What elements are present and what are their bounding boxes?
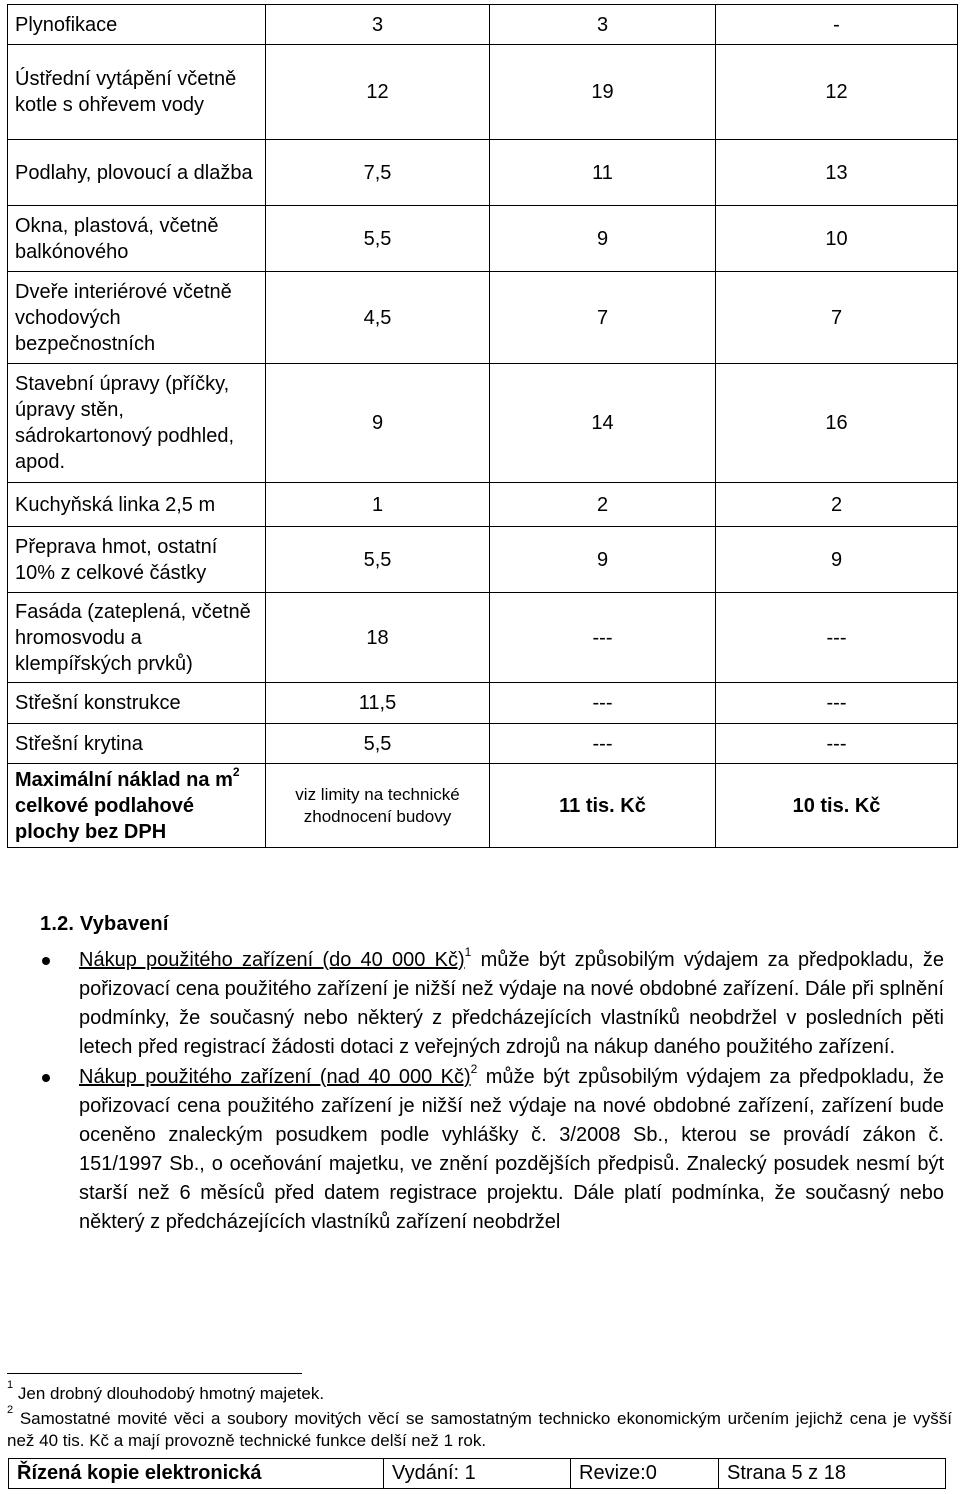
footer-issue: Vydání: 1: [384, 1459, 571, 1489]
cell-value: 11,5: [266, 683, 490, 724]
footer-row: [9, 1459, 946, 1489]
cell-value: ---: [716, 683, 958, 724]
cell-value: 4,5: [266, 272, 490, 364]
cell-value: 3: [266, 5, 490, 45]
table-row: [8, 724, 958, 764]
cell-value: ---: [490, 593, 716, 683]
cell-value: 9: [716, 527, 958, 593]
cell-value: 18: [266, 593, 490, 683]
footnote: [7, 1379, 325, 1405]
row-label: Plynofikace: [8, 5, 266, 45]
footnote-number: 1: [7, 1379, 14, 1392]
page-footer: [8, 1458, 946, 1489]
footer-revision: Revize:0: [571, 1459, 719, 1489]
footer-page-number: Strana 5 z 18: [719, 1459, 946, 1489]
total-label-sup: 2: [232, 764, 240, 779]
cell-value: 1: [266, 483, 490, 527]
row-label: Střešní konstrukce: [8, 683, 266, 724]
cell-value: 3: [490, 5, 716, 45]
cell-value: 12: [716, 45, 958, 140]
footnote-ref: 2: [470, 1062, 478, 1077]
cell-value: ---: [490, 683, 716, 724]
footnote: [7, 1404, 952, 1452]
table-row: [8, 593, 958, 683]
equipment-bullet-list: [0, 946, 960, 1237]
list-item-heading: Nákup použitého zařízení (do 40 000 Kč): [79, 949, 465, 971]
bullet-icon: [42, 957, 50, 965]
table-row: [8, 483, 958, 527]
total-value: 10 tis. Kč: [716, 764, 958, 848]
footnote-separator: [7, 1373, 302, 1374]
cell-value: 10: [716, 206, 958, 272]
row-label: Ústřední vytápění včetně kotle s ohřevem vody: [8, 45, 266, 140]
cell-value: 5,5: [266, 724, 490, 764]
cell-value: ---: [490, 724, 716, 764]
table-row: [8, 5, 958, 45]
total-label-part: Maximální náklad na m: [15, 768, 233, 791]
row-label: Okna, plastová, včetně balkónového: [8, 206, 266, 272]
footer-document-type: Řízená kopie elektronická: [9, 1459, 384, 1489]
total-value: 11 tis. Kč: [490, 764, 716, 848]
list-item: [79, 1063, 944, 1237]
table-row: [8, 364, 958, 483]
list-item-heading: Nákup použitého zařízení (nad 40 000 Kč): [79, 1066, 471, 1088]
cell-value: ---: [716, 593, 958, 683]
cell-value: 9: [490, 206, 716, 272]
section-heading: 1.2. Vybavení: [40, 913, 169, 935]
footnote-text: Samostatné movité věci a soubory movitých věcí se samostatným technicko ekonomickým určením jejichž cena je vyšší než 40 tis. Kč a mají provozně technické funkce delší než 1 rok.: [7, 1409, 952, 1450]
cell-value: 2: [716, 483, 958, 527]
table-row: [8, 206, 958, 272]
total-label: [8, 764, 266, 848]
table-row: [8, 140, 958, 206]
table-row-total: [8, 764, 958, 848]
cell-value: -: [716, 5, 958, 45]
list-item: [79, 946, 944, 1062]
footnote-ref: 1: [464, 945, 472, 960]
cell-value: 9: [266, 364, 490, 483]
cell-value: 12: [266, 45, 490, 140]
row-label: Dveře interiérové včetně vchodových bezpečnostních: [8, 272, 266, 364]
table-row: [8, 683, 958, 724]
cell-value: 7: [490, 272, 716, 364]
row-label: Střešní krytina: [8, 724, 266, 764]
row-label: Kuchyňská linka 2,5 m: [8, 483, 266, 527]
cell-value: 2: [490, 483, 716, 527]
footnote-number: 2: [7, 1404, 14, 1417]
bullet-icon: [42, 1074, 50, 1082]
row-label: Stavební úpravy (příčky, úpravy stěn, sádrokartonový podhled, apod.: [8, 364, 266, 483]
row-label: Přeprava hmot, ostatní 10% z celkové částky: [8, 527, 266, 593]
cell-value: 14: [490, 364, 716, 483]
cell-value: 7: [716, 272, 958, 364]
cost-limits-table: [7, 4, 958, 848]
cell-value: ---: [716, 724, 958, 764]
list-item-text: může být způsobilým výdajem za předpokladu, že pořizovací cena použitého zařízení je nižší než výdaje na nové obdobné zařízení. Dále při splnění podmínky, že současný nebo některý z předcházejících vlastníků neobdržel v posledních pěti letech před registrací žádosti dotaci z veřejných zdrojů na nákup daného použitého zařízení.: [79, 949, 944, 1058]
row-label: Podlahy, plovoucí a dlažba: [8, 140, 266, 206]
table-row: [8, 527, 958, 593]
table-row: [8, 272, 958, 364]
cell-value: 7,5: [266, 140, 490, 206]
table-row: [8, 45, 958, 140]
table-body: [8, 5, 958, 848]
cell-value: 5,5: [266, 206, 490, 272]
cell-value: 13: [716, 140, 958, 206]
cell-value: 19: [490, 45, 716, 140]
total-note: viz limity na technické zhodnocení budovy: [266, 764, 490, 848]
footnote-text: Jen drobný dlouhodobý hmotný majetek.: [17, 1384, 325, 1403]
row-label: Fasáda (zateplená, včetně hromosvodu a klempířských prvků): [8, 593, 266, 683]
cell-value: 16: [716, 364, 958, 483]
cell-value: 9: [490, 527, 716, 593]
cell-value: 5,5: [266, 527, 490, 593]
list-item-text: může být způsobilým výdajem za předpokladu, že pořizovací cena použitého zařízení je nižší než výdaje na nové obdobné zařízení, zařízení bude oceněno znaleckým posudkem podle vyhlášky č. 3/2008 Sb., kterou se provádí zákon č. 151/1997 Sb., o oceňování majetku, ve znění pozdějších předpisů. Znalecký posudek nesmí být starší než 6 měsíců před datem registrace projektu. Dále platí podmínka, že současný nebo některý z předcházejících vlastníků zařízení neobdržel: [79, 1066, 944, 1233]
cell-value: 11: [490, 140, 716, 206]
total-label-part: celkové podlahové plochy bez DPH: [15, 794, 194, 843]
